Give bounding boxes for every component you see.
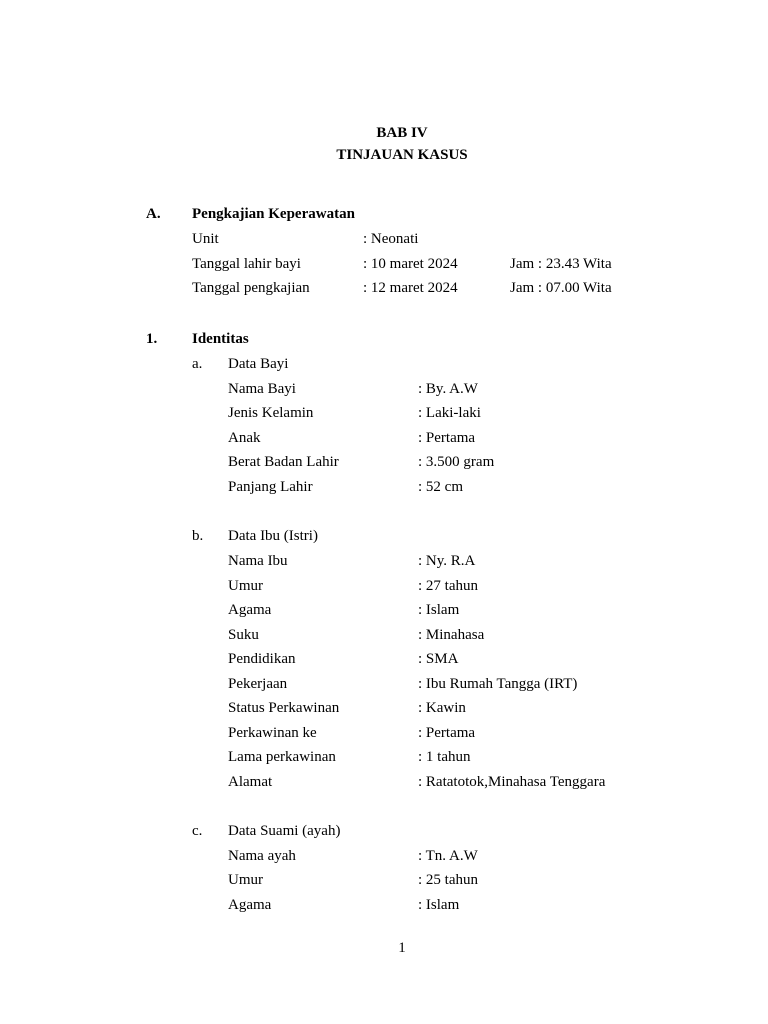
field-label: Agama (228, 602, 272, 618)
field-label: Umur (228, 872, 263, 888)
subsection-marker: c. (192, 823, 203, 839)
field-value: : Laki-laki (418, 405, 481, 421)
field-label: Jenis Kelamin (228, 405, 314, 421)
field-label: Nama Ibu (228, 553, 288, 569)
chapter-title: TINJAUAN KASUS (336, 147, 468, 163)
subsection-title: Data Bayi (228, 356, 289, 372)
field-value: : Kawin (418, 700, 466, 716)
field-time: Jam : 23.43 Wita (510, 256, 612, 272)
field-value: : Minahasa (418, 627, 485, 643)
field-label: Berat Badan Lahir (228, 454, 339, 470)
section-a-title: Pengkajian Keperawatan (192, 206, 355, 222)
field-value: : Islam (418, 897, 460, 913)
field-label: Anak (228, 430, 261, 446)
field-value: : Ratatotok,Minahasa Tenggara (418, 774, 606, 790)
field-label: Unit (192, 231, 219, 247)
field-value: : 52 cm (418, 479, 463, 495)
field-value: : SMA (418, 651, 459, 667)
field-value: : 10 maret 2024 (363, 256, 458, 272)
field-value: : 3.500 gram (418, 454, 495, 470)
field-value: : 12 maret 2024 (363, 280, 458, 296)
section-a-marker: A. (146, 206, 161, 222)
subsection-title: Data Suami (ayah) (228, 823, 341, 839)
field-value: : Ny. R.A (418, 553, 476, 569)
field-label: Umur (228, 578, 263, 594)
section-1-marker: 1. (146, 331, 158, 347)
field-value: : By. A.W (418, 381, 478, 397)
field-label: Suku (228, 627, 259, 643)
field-label: Agama (228, 897, 272, 913)
field-label: Panjang Lahir (228, 479, 313, 495)
field-label: Alamat (228, 774, 273, 790)
field-label: Status Perkawinan (228, 700, 340, 716)
subsection-marker: a. (192, 356, 203, 372)
field-label: Nama Bayi (228, 381, 296, 397)
field-label: Pekerjaan (228, 676, 288, 692)
field-value: : 1 tahun (418, 749, 471, 765)
subsection-marker: b. (192, 528, 204, 544)
field-label: Perkawinan ke (228, 725, 317, 741)
field-label: Nama ayah (228, 848, 296, 864)
field-value: : Tn. A.W (418, 848, 478, 864)
field-value: : Neonati (363, 231, 419, 247)
field-value: : 25 tahun (418, 872, 478, 888)
field-time: Jam : 07.00 Wita (510, 280, 612, 296)
subsection-title: Data Ibu (Istri) (228, 528, 318, 544)
field-value: : Islam (418, 602, 460, 618)
field-value: : 27 tahun (418, 578, 478, 594)
field-value: : Pertama (418, 725, 476, 741)
field-label: Pendidikan (228, 651, 296, 667)
chapter-heading: BAB IV (376, 125, 428, 141)
field-value: : Ibu Rumah Tangga (IRT) (418, 676, 578, 692)
page-number: 1 (398, 940, 406, 956)
field-label: Tanggal lahir bayi (192, 256, 301, 272)
field-label: Tanggal pengkajian (192, 280, 310, 296)
field-label: Lama perkawinan (228, 749, 336, 765)
section-1-title: Identitas (192, 331, 249, 347)
field-value: : Pertama (418, 430, 476, 446)
